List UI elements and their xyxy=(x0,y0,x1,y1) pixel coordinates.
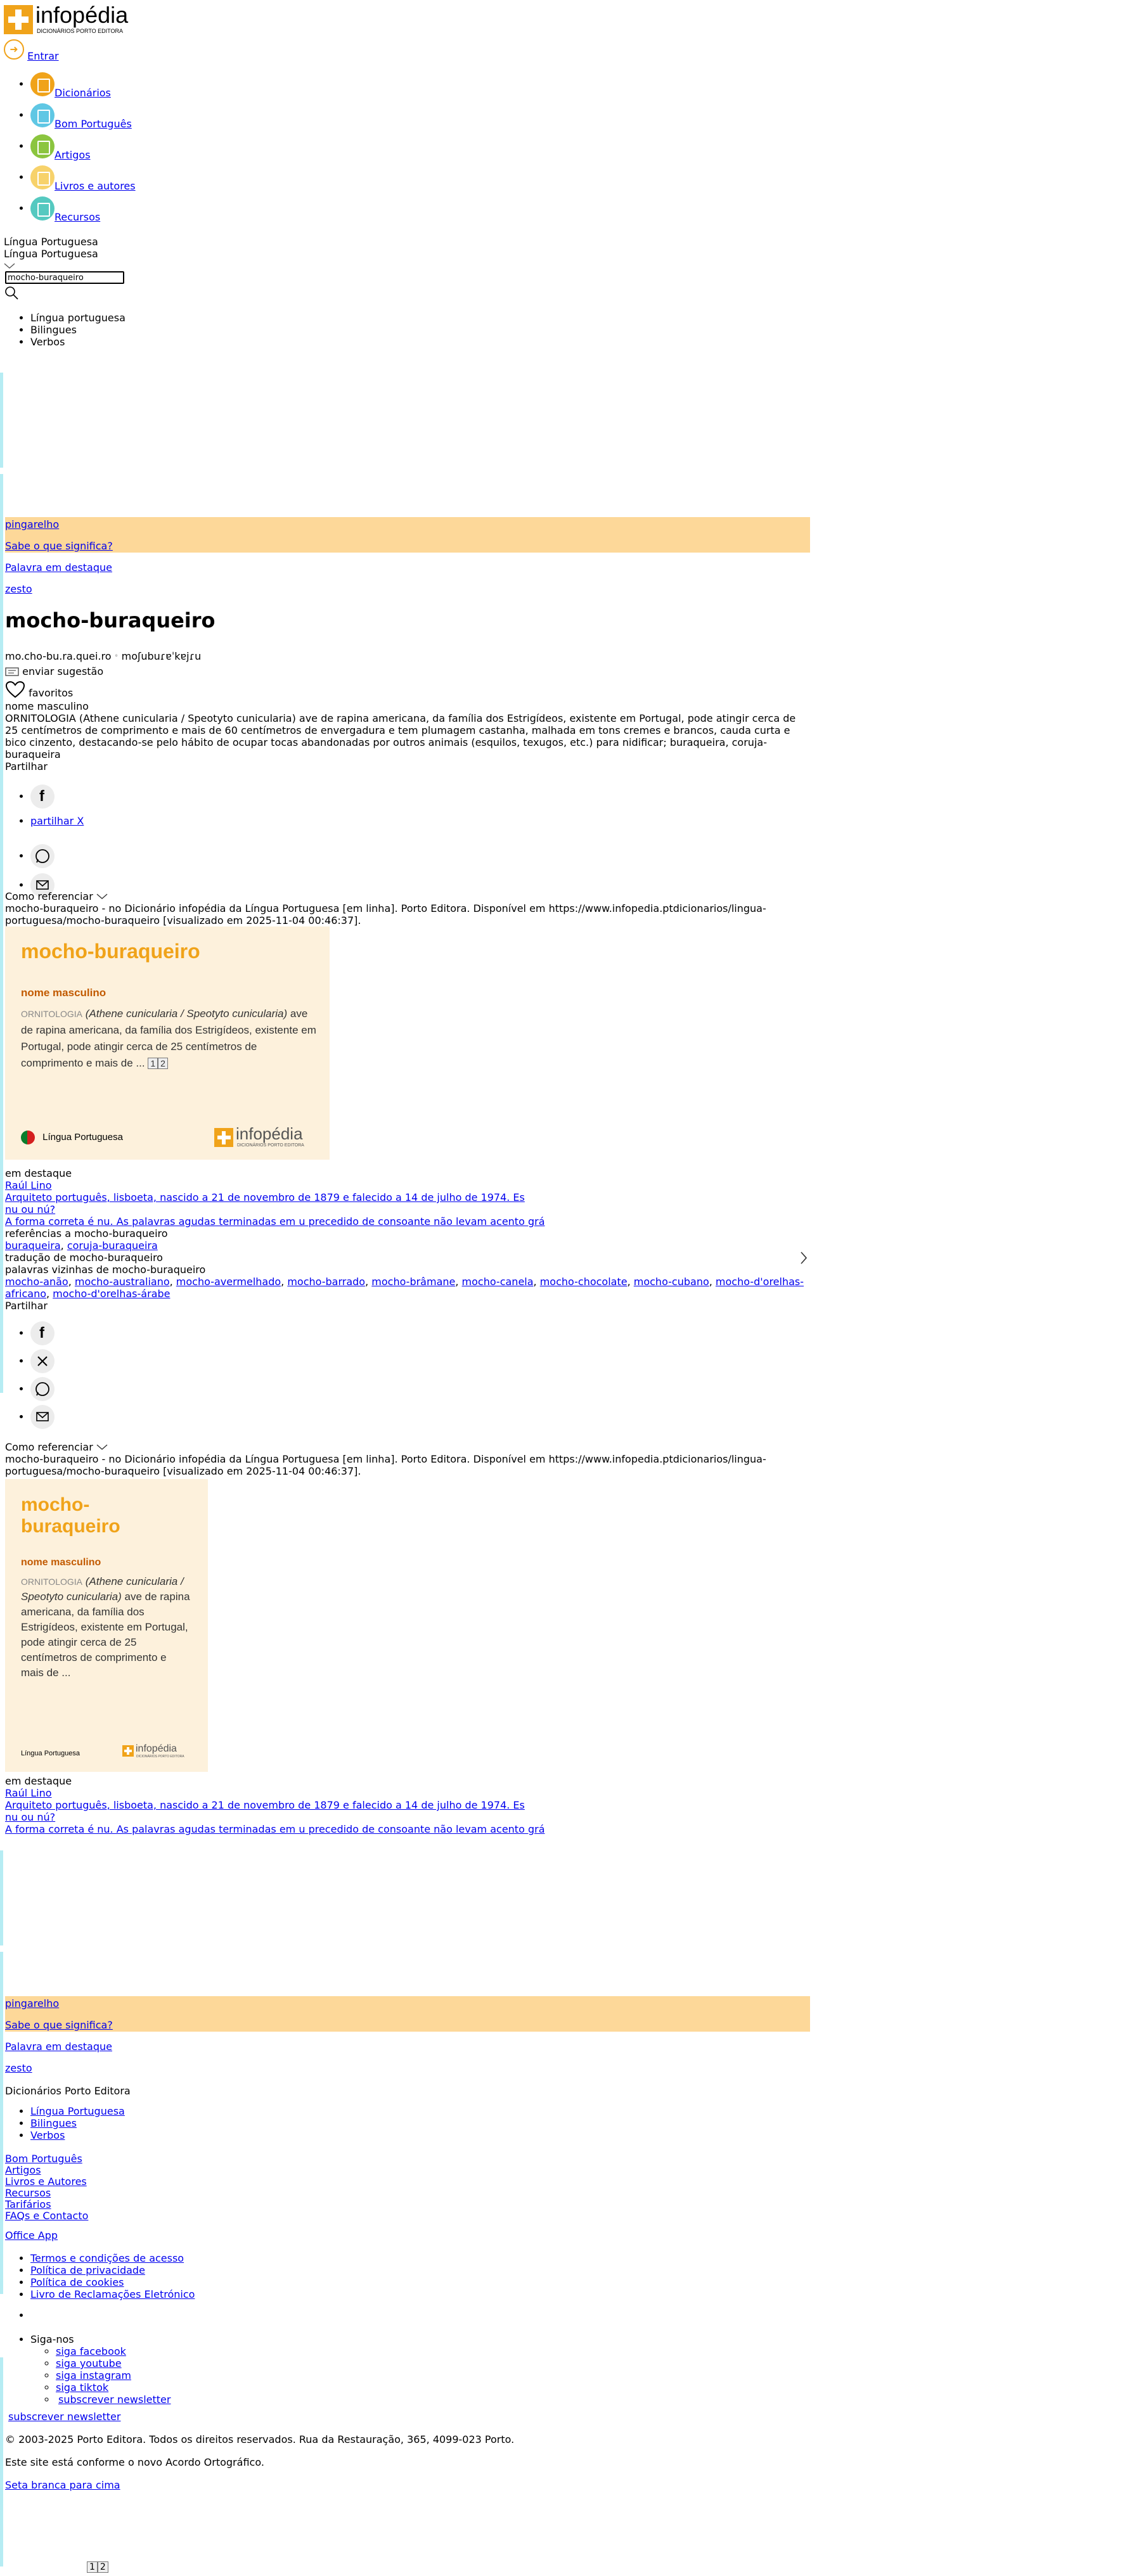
footer-dict-link[interactable]: Verbos xyxy=(30,2129,65,2141)
share-label: Partilhar xyxy=(5,760,48,772)
logo-cross-icon xyxy=(214,1128,233,1147)
footer-link[interactable]: Bom Português xyxy=(5,2153,82,2165)
cite-toggle-2[interactable] xyxy=(5,1441,108,1453)
featured-person[interactable]: Raúl Lino xyxy=(5,1179,52,1191)
legal-item[interactable] xyxy=(30,2288,195,2300)
footer-link[interactable]: Livros e Autores xyxy=(5,2176,87,2188)
share-facebook[interactable] xyxy=(30,785,84,815)
footer-dicts xyxy=(0,2105,125,2141)
card-language xyxy=(21,1131,123,1144)
cite-toggle[interactable] xyxy=(5,890,108,902)
x-icon[interactable] xyxy=(30,1349,55,1373)
footer-dict-item[interactable] xyxy=(30,2117,125,2129)
favorites-label: favoritos xyxy=(29,686,74,699)
comment-icon xyxy=(5,667,19,677)
social-list xyxy=(30,2345,171,2406)
share-x[interactable] xyxy=(30,815,84,844)
neighbor-link[interactable]: mocho-d'orelhas-africano xyxy=(5,1276,804,1300)
nav-label[interactable]: Recursos xyxy=(55,210,101,223)
social-link[interactable]: siga instagram xyxy=(56,2369,131,2381)
featured-question[interactable]: nu ou nú? xyxy=(5,1203,56,1215)
card-logo-subtitle: DICIONÁRIOS PORTO EDITORA xyxy=(136,1755,184,1759)
nav-item-livros[interactable] xyxy=(30,165,284,196)
footer-dict-link[interactable]: Bilingues xyxy=(30,2117,77,2129)
social-item[interactable] xyxy=(56,2381,171,2393)
card-page-2[interactable]: 2 xyxy=(158,1058,168,1069)
neighbor-link[interactable]: mocho-d'orelhas-árabe xyxy=(53,1288,171,1300)
heart-icon xyxy=(5,681,25,698)
card-grammar: nome masculino xyxy=(21,1557,101,1568)
legal-link[interactable]: Livro de Reclamações Eletrónico xyxy=(30,2288,195,2300)
banner-question[interactable]: Sabe o que significa? xyxy=(5,540,113,552)
card-definition: ave de rapina americana, da família dos Estrigídeos, existente em Portugal, pode atingir cerca de 25 centímetros de comprimento e mais de ... xyxy=(21,1008,316,1069)
neighbors-links: mocho-anão, mocho-australiano, mocho-avermelhado, mocho-barrado, mocho-brâmane, mocho-canela, mocho-chocolate, mocho-cubano, mocho-d'orelhas-africano, mocho-d'orelhas-árabe xyxy=(5,1276,804,1300)
neighbor-link[interactable]: mocho-barrado xyxy=(287,1276,366,1288)
follow-block xyxy=(0,2333,171,2406)
references-block xyxy=(5,1227,807,1300)
card-title: mocho-buraqueiro xyxy=(21,940,200,963)
copyright: © 2003-2025 Porto Editora. Todos os direitos reservados. Rua da Restauração, 365, 4099-023 Porto. xyxy=(5,2433,515,2445)
syllables: mo.cho-bu.ra.quei.ro xyxy=(5,650,112,662)
neighbor-link[interactable]: mocho-chocolate xyxy=(539,1276,628,1288)
social-item[interactable] xyxy=(56,2345,171,2357)
neighbors-label: palavras vizinhas de mocho-buraqueiro xyxy=(5,1264,206,1276)
floating-pagination xyxy=(87,2560,108,2573)
chevron-down-icon xyxy=(96,1444,108,1451)
dict-option[interactable]: • Bilingues xyxy=(30,324,126,336)
citation-text: mocho-buraqueiro - no Dicionário infopédia da Língua Portuguesa [em linha]. Porto Editora. Disponível em https://www.infopedia.ptdicionarios/lingua-portuguesa/mocho-buraqueiro [visualizado em 2025-11-04 00:46:37]. xyxy=(5,902,766,926)
card-logo-text: infopédia xyxy=(136,1743,177,1754)
featured-label: em destaque xyxy=(5,1167,72,1179)
office-app-link[interactable]: Office App xyxy=(5,2229,58,2241)
nav-item-recursos[interactable] xyxy=(30,196,284,227)
back-to-top-label: Seta branca para cima xyxy=(5,2479,120,2491)
featured-person[interactable]: Raúl Lino xyxy=(5,1787,52,1799)
share-email[interactable] xyxy=(30,1405,55,1433)
footer-links xyxy=(5,2153,88,2222)
site-logo[interactable] xyxy=(4,4,150,37)
left-strip xyxy=(0,474,3,1393)
card-logo-text: infopédia xyxy=(236,1124,303,1143)
neighbor-link[interactable]: mocho-brâmane xyxy=(371,1276,456,1288)
follow-item xyxy=(30,2333,171,2406)
featured-block-2 xyxy=(5,1775,807,1835)
share-x[interactable] xyxy=(30,1349,55,1377)
neighbor-link[interactable]: mocho-australiano xyxy=(74,1276,170,1288)
ao-note: Este site está conforme o novo Acordo Ortográfico. xyxy=(5,2456,264,2468)
entry-card xyxy=(5,926,330,1160)
share-list xyxy=(0,785,84,902)
search-icon[interactable] xyxy=(4,285,19,303)
card-logo-subtitle: DICIONÁRIOS PORTO EDITORA xyxy=(237,1143,304,1148)
resources-icon xyxy=(30,196,55,221)
neighbor-link[interactable]: mocho-canela xyxy=(461,1276,534,1288)
footer-dict-link[interactable]: Língua Portuguesa xyxy=(30,2105,125,2117)
share-whatsapp[interactable] xyxy=(30,844,84,873)
footer-link[interactable]: Recursos xyxy=(5,2187,51,2199)
logo-cross-icon xyxy=(4,5,33,34)
card-page-1[interactable]: 1 xyxy=(148,1058,158,1069)
card-logo xyxy=(122,1744,192,1760)
logo-text: infopédia xyxy=(35,2,129,28)
audio-icon[interactable]: ◦ xyxy=(114,653,119,660)
suggest-button[interactable] xyxy=(5,665,103,677)
word-banner[interactable] xyxy=(5,517,810,553)
featured-person-desc[interactable]: Arquiteto português, lisboeta, nascido a 21 de novembro de 1879 e falecido a 14 de julho de 1974. Es xyxy=(5,1799,525,1811)
facebook-icon[interactable]: • f xyxy=(30,1321,55,1345)
logo-cross-icon xyxy=(122,1745,134,1757)
login-label[interactable]: Entrar xyxy=(27,50,59,62)
entry-title: mocho-buraqueiro xyxy=(5,608,216,632)
newsletter-button[interactable]: subscrever newsletter xyxy=(8,2411,121,2423)
definition: ORNITOLOGIA (Athene cunicularia / Speotyto cunicularia) ave de rapina americana, da família dos Estrigídeos, existente em Portugal, pode atingir cerca de 25 centímetros de comprimento e mais de 60 centímetros de envergadura e tem plumagem castanha, malhada em tons cremes e brancos, cauda curta e bico cinzento, destacando-se pelo hábito de ocupar tocas abandonadas por outros animais (esquilos, texugos, etc.) para nidificar; buraqueira, coruja-buraqueira xyxy=(5,712,796,760)
pronunciation: moʃubuɾɐˈkɐjɾu xyxy=(121,650,202,662)
back-to-top-link[interactable] xyxy=(5,2479,120,2491)
login-link[interactable] xyxy=(4,39,59,60)
footer-empty-list xyxy=(0,2309,30,2321)
card-latin: (Athene cunicularia / Speotyto cunicularia) xyxy=(85,1008,288,1020)
bom-portugues-icon xyxy=(30,103,55,127)
legal-item[interactable] xyxy=(30,2252,195,2264)
follow-label: Siga-nos xyxy=(30,2333,74,2345)
legal-link[interactable]: Termos e condições de acesso xyxy=(30,2252,184,2264)
featured-word[interactable]: zesto xyxy=(5,583,32,595)
translation-label: tradução de mocho-buraqueiro xyxy=(5,1252,163,1264)
footer-dict-item[interactable] xyxy=(30,2129,125,2141)
reference-link[interactable]: coruja-buraqueira xyxy=(67,1240,158,1252)
card-language-label: Língua Portuguesa xyxy=(42,1131,123,1143)
legal-item[interactable] xyxy=(30,2276,195,2288)
social-item[interactable] xyxy=(56,2393,171,2406)
neighbor-link[interactable]: mocho-anão xyxy=(5,1276,68,1288)
suggest-label: enviar sugestão xyxy=(22,665,104,677)
left-strip xyxy=(0,1850,3,1945)
portugal-flag-icon xyxy=(21,1131,35,1144)
nav-item-artigos[interactable] xyxy=(30,134,284,165)
main-nav xyxy=(0,72,284,227)
social-item[interactable] xyxy=(56,2357,171,2369)
featured-question[interactable]: nu ou nú? xyxy=(5,1811,56,1823)
nav-item-bom-portugues[interactable] xyxy=(30,103,284,134)
featured-word-label[interactable]: Palavra em destaque xyxy=(5,561,112,574)
social-link[interactable]: siga tiktok xyxy=(56,2381,109,2393)
featured-answer[interactable]: A forma correta é nu. As palavras agudas terminadas em u precedido de consoante não levam acento grá xyxy=(5,1823,545,1835)
social-item[interactable] xyxy=(56,2369,171,2381)
nav-label[interactable]: Bom Português xyxy=(55,117,132,130)
banner-question[interactable]: Sabe o que significa? xyxy=(5,2019,113,2031)
legal-link[interactable]: Política de cookies xyxy=(30,2276,124,2288)
page-button-1[interactable]: 1 xyxy=(87,2561,98,2573)
dictionary-icon xyxy=(30,72,55,96)
chevron-down-icon[interactable] xyxy=(4,260,15,266)
legal-link[interactable]: Política de privacidade xyxy=(30,2264,145,2276)
nav-label[interactable]: Dicionários xyxy=(55,86,111,99)
whatsapp-icon[interactable] xyxy=(30,1377,55,1401)
nav-label[interactable]: Artigos xyxy=(55,148,91,161)
featured-person-desc[interactable]: Arquiteto português, lisboeta, nascido a 21 de novembro de 1879 e falecido a 14 de julho de 1974. Es xyxy=(5,1191,525,1203)
featured-label: em destaque xyxy=(5,1775,72,1787)
footer-dicts-title: Dicionários Porto Editora xyxy=(5,2085,131,2097)
footer-link[interactable]: Artigos xyxy=(5,2164,41,2176)
featured-word[interactable]: zesto xyxy=(5,2062,32,2074)
neighbor-link[interactable]: mocho-avermelhado xyxy=(176,1276,281,1288)
featured-answer[interactable]: A forma correta é nu. As palavras agudas terminadas em u precedido de consoante não levam acento grá xyxy=(5,1215,545,1227)
card-language-label: Língua Portuguesa xyxy=(21,1750,80,1757)
card-title: mocho-buraqueiro xyxy=(21,1494,120,1537)
social-link[interactable]: siga facebook xyxy=(56,2345,126,2357)
search-input[interactable] xyxy=(5,271,124,284)
entry-card-mobile xyxy=(5,1479,208,1772)
card-latin: (Athene cunicularia / Speotyto cunicularia) xyxy=(21,1575,184,1603)
footer-link[interactable]: FAQs e Contacto xyxy=(5,2210,89,2222)
banner-word[interactable]: pingarelho xyxy=(5,1997,60,2009)
left-strip xyxy=(0,373,3,468)
logo-subtitle: DICIONÁRIOS PORTO EDITORA xyxy=(37,28,124,34)
share-whatsapp[interactable] xyxy=(30,1377,55,1405)
footer-dict-item[interactable] xyxy=(30,2105,125,2117)
page-button-2[interactable]: 2 xyxy=(98,2561,108,2573)
dictionary-options xyxy=(0,312,126,348)
dict-option[interactable]: • Verbos xyxy=(30,336,126,348)
footer-legal xyxy=(0,2252,195,2300)
citation-text-2: mocho-buraqueiro - no Dicionário infopédia da Língua Portuguesa [em linha]. Porto Editora. Disponível em https://www.infopedia.ptdicionarios/lingua-portuguesa/mocho-buraqueiro [visualizado em 2025-11-04 00:46:37]. xyxy=(5,1453,766,1477)
card-domain: ORNITOLOGIA xyxy=(21,1009,82,1019)
newsletter-link[interactable]: subscrever newsletter xyxy=(58,2393,171,2406)
featured-word-label[interactable]: Palavra em destaque xyxy=(5,2041,112,2053)
share-list-2 xyxy=(0,1321,55,1433)
reference-link[interactable]: buraqueira xyxy=(5,1240,61,1252)
dictionary-selected: Língua Portuguesa xyxy=(4,236,98,248)
dictionary-select[interactable] xyxy=(4,236,98,266)
facebook-icon[interactable]: • f xyxy=(30,785,55,809)
cite-label: Como referenciar xyxy=(5,1441,93,1453)
dict-option[interactable]: • Língua portuguesa xyxy=(30,312,126,324)
share-x-link[interactable]: partilhar X xyxy=(30,815,84,827)
books-icon xyxy=(30,165,55,189)
card-grammar: nome masculino xyxy=(21,987,106,999)
word-banner-2[interactable] xyxy=(5,1996,810,2032)
grammar-category: nome masculino xyxy=(5,700,89,712)
chevron-right-icon[interactable] xyxy=(800,1251,808,1267)
nav-label[interactable]: Livros e autores xyxy=(55,179,136,192)
entry-pronunciation-line xyxy=(5,650,201,662)
card-domain: ORNITOLOGIA xyxy=(21,1577,82,1587)
featured-block xyxy=(5,1167,807,1227)
references-label: referências a mocho-buraqueiro xyxy=(5,1227,168,1240)
card-definition: ave de rapina americana, da família dos Estrigídeos, existente em Portugal, pode atingir cerca de 25 centímetros de comprimento e mais de ... xyxy=(21,1591,190,1679)
legal-item[interactable] xyxy=(30,2264,195,2276)
social-link[interactable]: siga youtube xyxy=(56,2357,122,2369)
articles-icon xyxy=(30,134,55,158)
chevron-down-icon xyxy=(96,894,108,900)
card-logo xyxy=(214,1124,316,1151)
nav-item-dicionarios[interactable] xyxy=(30,72,284,103)
card-text xyxy=(21,1006,319,1072)
whatsapp-icon[interactable] xyxy=(30,844,55,868)
share-facebook[interactable] xyxy=(30,1321,55,1349)
footer-link[interactable]: Tarifários xyxy=(5,2198,51,2210)
email-icon[interactable] xyxy=(30,1405,55,1429)
favorites-button[interactable] xyxy=(5,681,73,698)
share-label-2: Partilhar xyxy=(5,1300,48,1312)
neighbor-link[interactable]: mocho-cubano xyxy=(633,1276,709,1288)
dictionary-selected-alt: Língua Portuguesa xyxy=(4,248,98,260)
banner-word[interactable]: pingarelho xyxy=(5,518,60,530)
login-icon: ➜ xyxy=(4,39,24,60)
card-text xyxy=(21,1574,192,1681)
references-links: buraqueira, coruja-buraqueira xyxy=(5,1240,158,1252)
cite-label: Como referenciar xyxy=(5,890,93,902)
